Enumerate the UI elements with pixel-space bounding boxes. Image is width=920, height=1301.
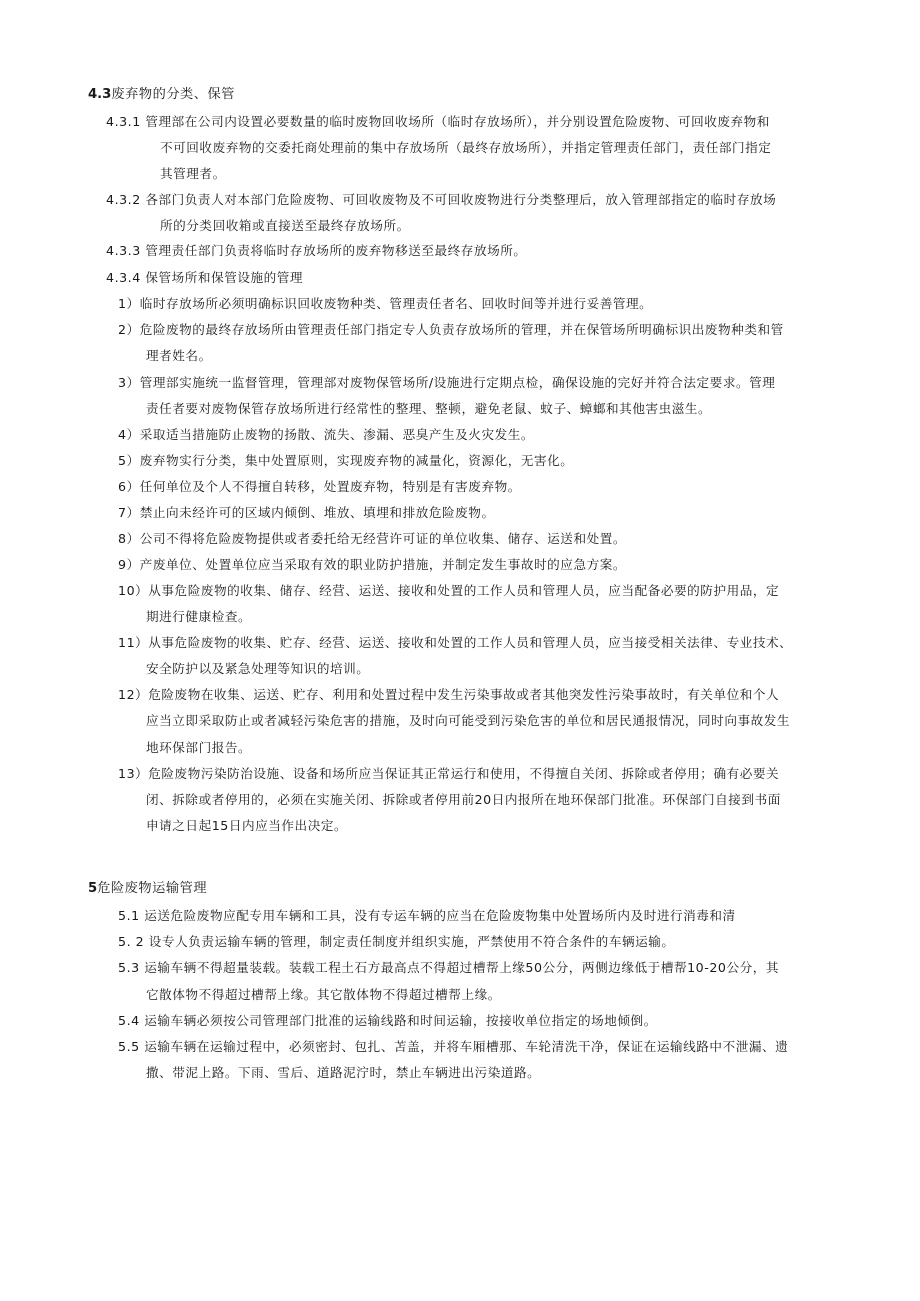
item-3-line-2: 责任者要对废物保管存放场所进行经常性的整理、整顿，避免老鼠、蚊子、蟑螂和其他害虫滋生。 <box>146 401 712 416</box>
clause-4-3-2-line-1: 4.3.2 各部门负责人对本部门危险废物、可回收废物及不可回收废物进行分类整理后，放入管理部指定的临时存放场 <box>106 192 777 207</box>
item-11-line-2: 安全防护以及紧急处理等知识的培训。 <box>146 661 370 676</box>
section-5-title: 危险废物运输管理 <box>97 881 208 896</box>
section-5-number: 5 <box>88 881 98 896</box>
item-1: 1）临时存放场所必须明确标识回收废物种类、管理责任者名、回收时间等并进行妥善管理。 <box>118 296 653 311</box>
item-13-line-1: 13）危险废物污染防治设施、设备和场所应当保证其正常运行和使用，不得擅自关闭、拆除或者停用；确有必要关 <box>118 766 780 781</box>
clause-4-3-1-line-1: 4.3.1 管理部在公司内设置必要数量的临时废物回收场所（临时存放场所），并分别设置危险废物、可回收废弃物和 <box>106 114 770 129</box>
section-4-3-title: 废弃物的分类、保管 <box>111 87 236 102</box>
clause-5-5-line-1: 5.5 运输车辆在运输过程中，必须密封、包扎、苫盖，并将车厢槽那、车轮清洗干净，保证在运输线路中不泄漏、遗 <box>118 1039 789 1054</box>
clause-5-3-line-2: 它散体物不得超过槽帮上缘。其它散体物不得超过槽帮上缘。 <box>146 987 501 1002</box>
clause-5-3-line-1: 5.3 运输车辆不得超量装载。装载工程土石方最高点不得超过槽帮上缘50公分，两侧边缘低于槽帮10-20公分，其 <box>118 960 780 975</box>
item-4: 4）采取适当措施防止废物的扬散、流失、渗漏、恶臭产生及火灾发生。 <box>118 427 535 442</box>
clause-4-3-1-line-3: 其管理者。 <box>160 166 226 181</box>
clause-4-3-1-line-2: 不可回收废弃物的交委托商处理前的集中存放场所（最终存放场所），并指定管理责任部门，责任部门指定 <box>160 140 772 155</box>
clause-4-3-2-line-2: 所的分类回收箱或直接送至最终存放场所。 <box>160 218 410 233</box>
item-11-line-1: 11）从事危险废物的收集、贮存、经营、运送、接收和处置的工作人员和管理人员，应当接受相关法律、专业技术、 <box>118 635 793 650</box>
item-6: 6）任何单位及个人不得擅自转移，处置废弃物，特别是有害废弃物。 <box>118 479 521 494</box>
item-8: 8）公司不得将危险废物提供或者委托给无经营许可证的单位收集、储存、运送和处置。 <box>118 531 627 546</box>
clause-4-3-3: 4.3.3 管理责任部门负责将临时存放场所的废弃物移送至最终存放场所。 <box>106 243 527 258</box>
clause-4-3-4: 4.3.4 保管场所和保管设施的管理 <box>106 270 304 285</box>
clause-5-5-line-2: 撒、带泥上路。下雨、雪后、道路泥泞时，禁止车辆进出污染道路。 <box>146 1065 541 1080</box>
clause-5-4: 5.4 运输车辆必须按公司管理部门批准的运输线路和时间运输，按接收单位指定的场地倾倒。 <box>118 1013 657 1028</box>
item-3-line-1: 3）管理部实施统一监督管理，管理部对废物保管场所/设施进行定期点检，确保设施的完好并符合法定要求。管理 <box>118 375 776 390</box>
item-10-line-1: 10）从事危险废物的收集、储存、经营、运送、接收和处置的工作人员和管理人员，应当配备必要的防护用品，定 <box>118 583 780 598</box>
section-5-heading <box>88 880 207 898</box>
item-5: 5）废弃物实行分类，集中处置原则，实现废弃物的减量化，资源化，无害化。 <box>118 453 574 468</box>
item-12-line-3: 地环保部门报告。 <box>146 740 252 755</box>
item-10-line-2: 期进行健康检查。 <box>146 609 252 624</box>
clause-5-2: 5. 2 设专人负责运输车辆的管理，制定责任制度并组织实施，严禁使用不符合条件的车辆运输。 <box>118 934 675 949</box>
item-12-line-1: 12）危险废物在收集、运送、贮存、利用和处置过程中发生污染事故或者其他突发性污染事故时，有关单位和个人 <box>118 687 780 702</box>
item-2-line-1: 2）危险废物的最终存放场所由管理责任部门指定专人负责存放场所的管理，并在保管场所明确标识出废物种类和管 <box>118 322 784 337</box>
item-9: 9）产废单位、处置单位应当采取有效的职业防护措施，并制定发生事故时的应急方案。 <box>118 557 627 572</box>
item-13-line-3: 申请之日起15日内应当作出决定。 <box>146 818 348 833</box>
item-7: 7）禁止向未经许可的区域内倾倒、堆放、填埋和排放危险废物。 <box>118 505 495 520</box>
item-2-line-2: 理者姓名。 <box>146 348 212 363</box>
item-12-line-2: 应当立即采取防止或者减轻污染危害的措施，及时向可能受到污染危害的单位和居民通报情况，同时向事故发生 <box>146 713 791 728</box>
item-13-line-2: 闭、拆除或者停用的，必须在实施关闭、拆除或者停用前20日内报所在地环保部门批准。环保部门自接到书面 <box>146 792 781 807</box>
clause-5-1: 5.1 运送危险废物应配专用车辆和工具，没有专运车辆的应当在危险废物集中处置场所内及时进行消毒和清 <box>118 908 736 923</box>
section-4-3-heading <box>88 86 235 104</box>
section-4-3-number: 4.3 <box>88 87 112 102</box>
